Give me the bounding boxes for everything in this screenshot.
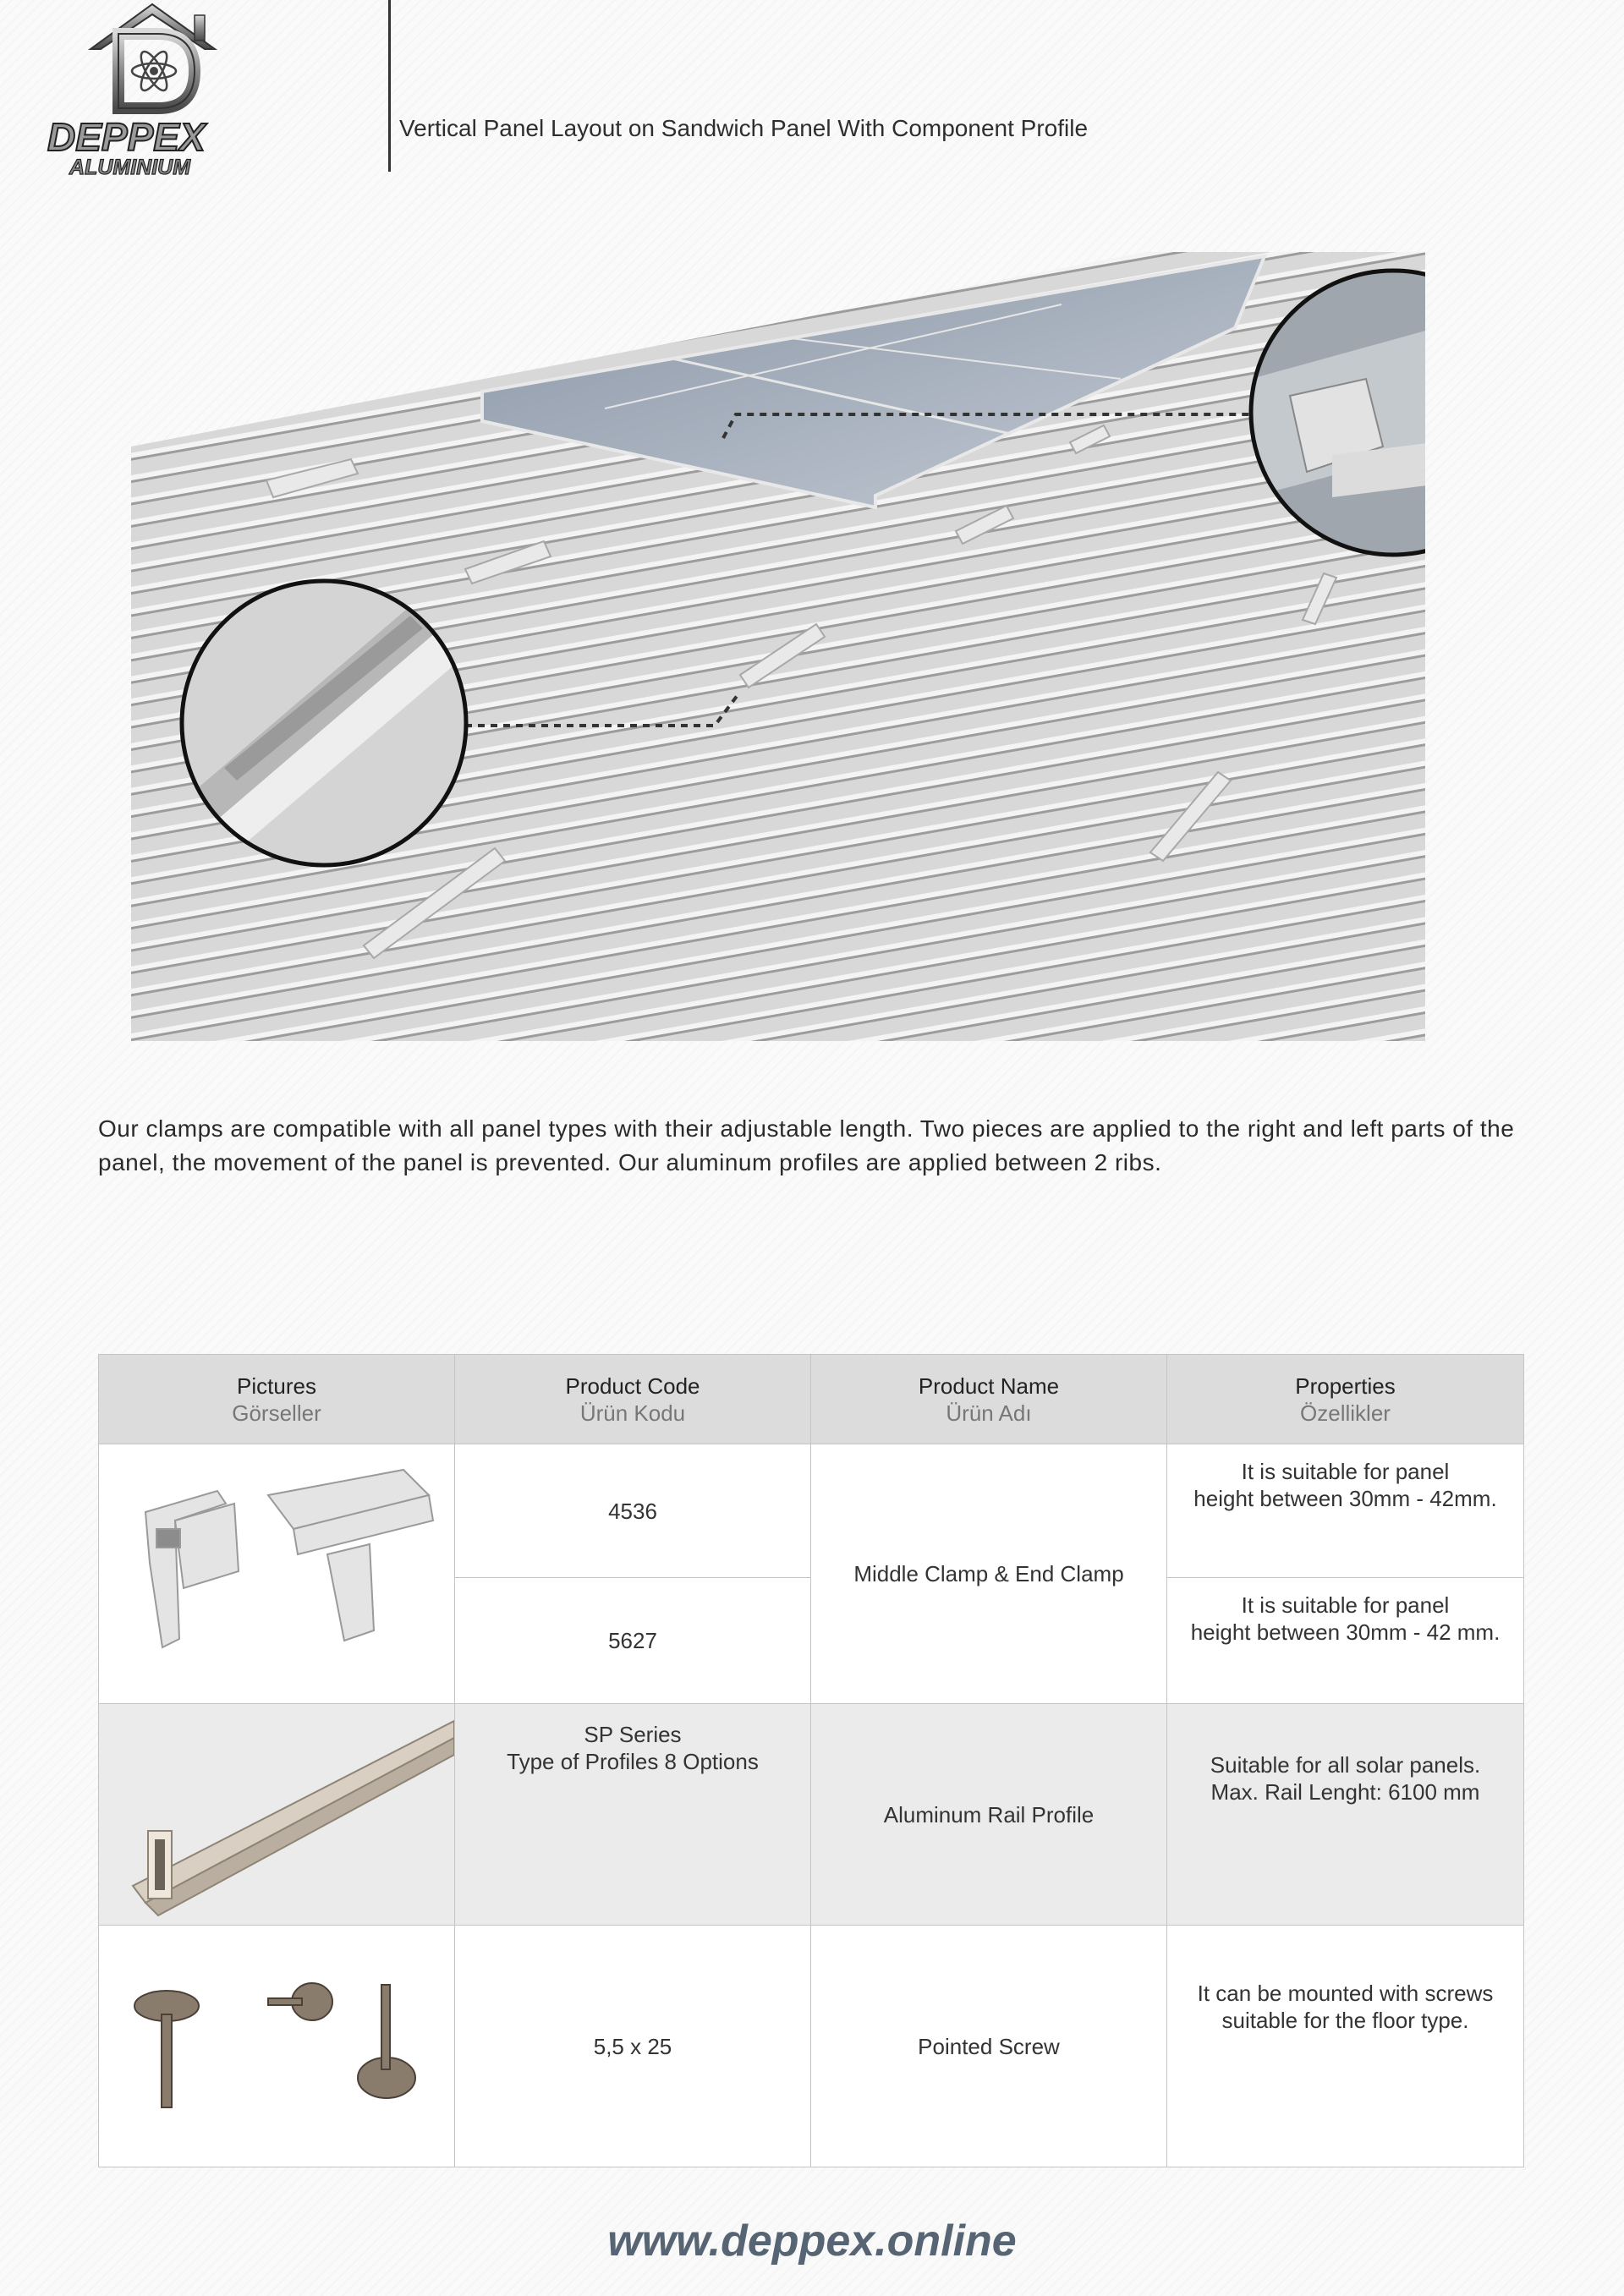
page-title: Vertical Panel Layout on Sandwich Panel With Component Profile [399,115,1089,141]
product-name-clamp: Middle Clamp & End Clamp [811,1444,1167,1704]
product-code-screw: 5,5 x 25 [455,1926,811,2167]
brand-name: DEPPEX [47,115,206,159]
clamp-image [99,1444,455,1704]
product-code-5627: 5627 [455,1578,811,1704]
header-product-name: Product Name Ürün Adı [811,1355,1167,1444]
properties-screw: It can be mounted with screws suitable for the floor type. [1167,1926,1523,2167]
product-name-rail: Aluminum Rail Profile [811,1704,1167,1926]
product-code-sp-series: SP Series Type of Profiles 8 Options [455,1704,811,1926]
header-product-code: Product Code Ürün Kodu [455,1355,811,1444]
header-properties: Properties Özellikler [1167,1355,1523,1444]
brand-logo [44,0,239,182]
rail-profile-image [99,1704,455,1926]
product-table [98,1354,1524,2167]
screw-image [99,1926,455,2167]
properties-clamp-5627: It is suitable for panel height between 30mm - 42 mm. [1167,1578,1523,1704]
properties-rail: Suitable for all solar panels. Max. Rail Lenght: 6100 mm [1167,1704,1523,1926]
properties-clamp-4536: It is suitable for panel height between 30mm - 42mm. [1167,1444,1523,1578]
brand-subtitle: ALUMINIUM [69,156,191,179]
description-text: Our clamps are compatible with all panel types with their adjustable length. Two pieces are applied to the right and left parts of the panel, the movement of the panel is prevented. Our aluminum profiles are applied between 2 ribs. [98,1115,1515,1175]
roof-installation-illustration [131,252,1425,1041]
website-url[interactable]: www.deppex.online [607,2217,1017,2266]
product-code-4536: 4536 [455,1444,811,1578]
header-pictures: Pictures Görseller [99,1355,455,1444]
product-name-screw: Pointed Screw [811,1926,1167,2167]
header-divider [388,0,391,172]
